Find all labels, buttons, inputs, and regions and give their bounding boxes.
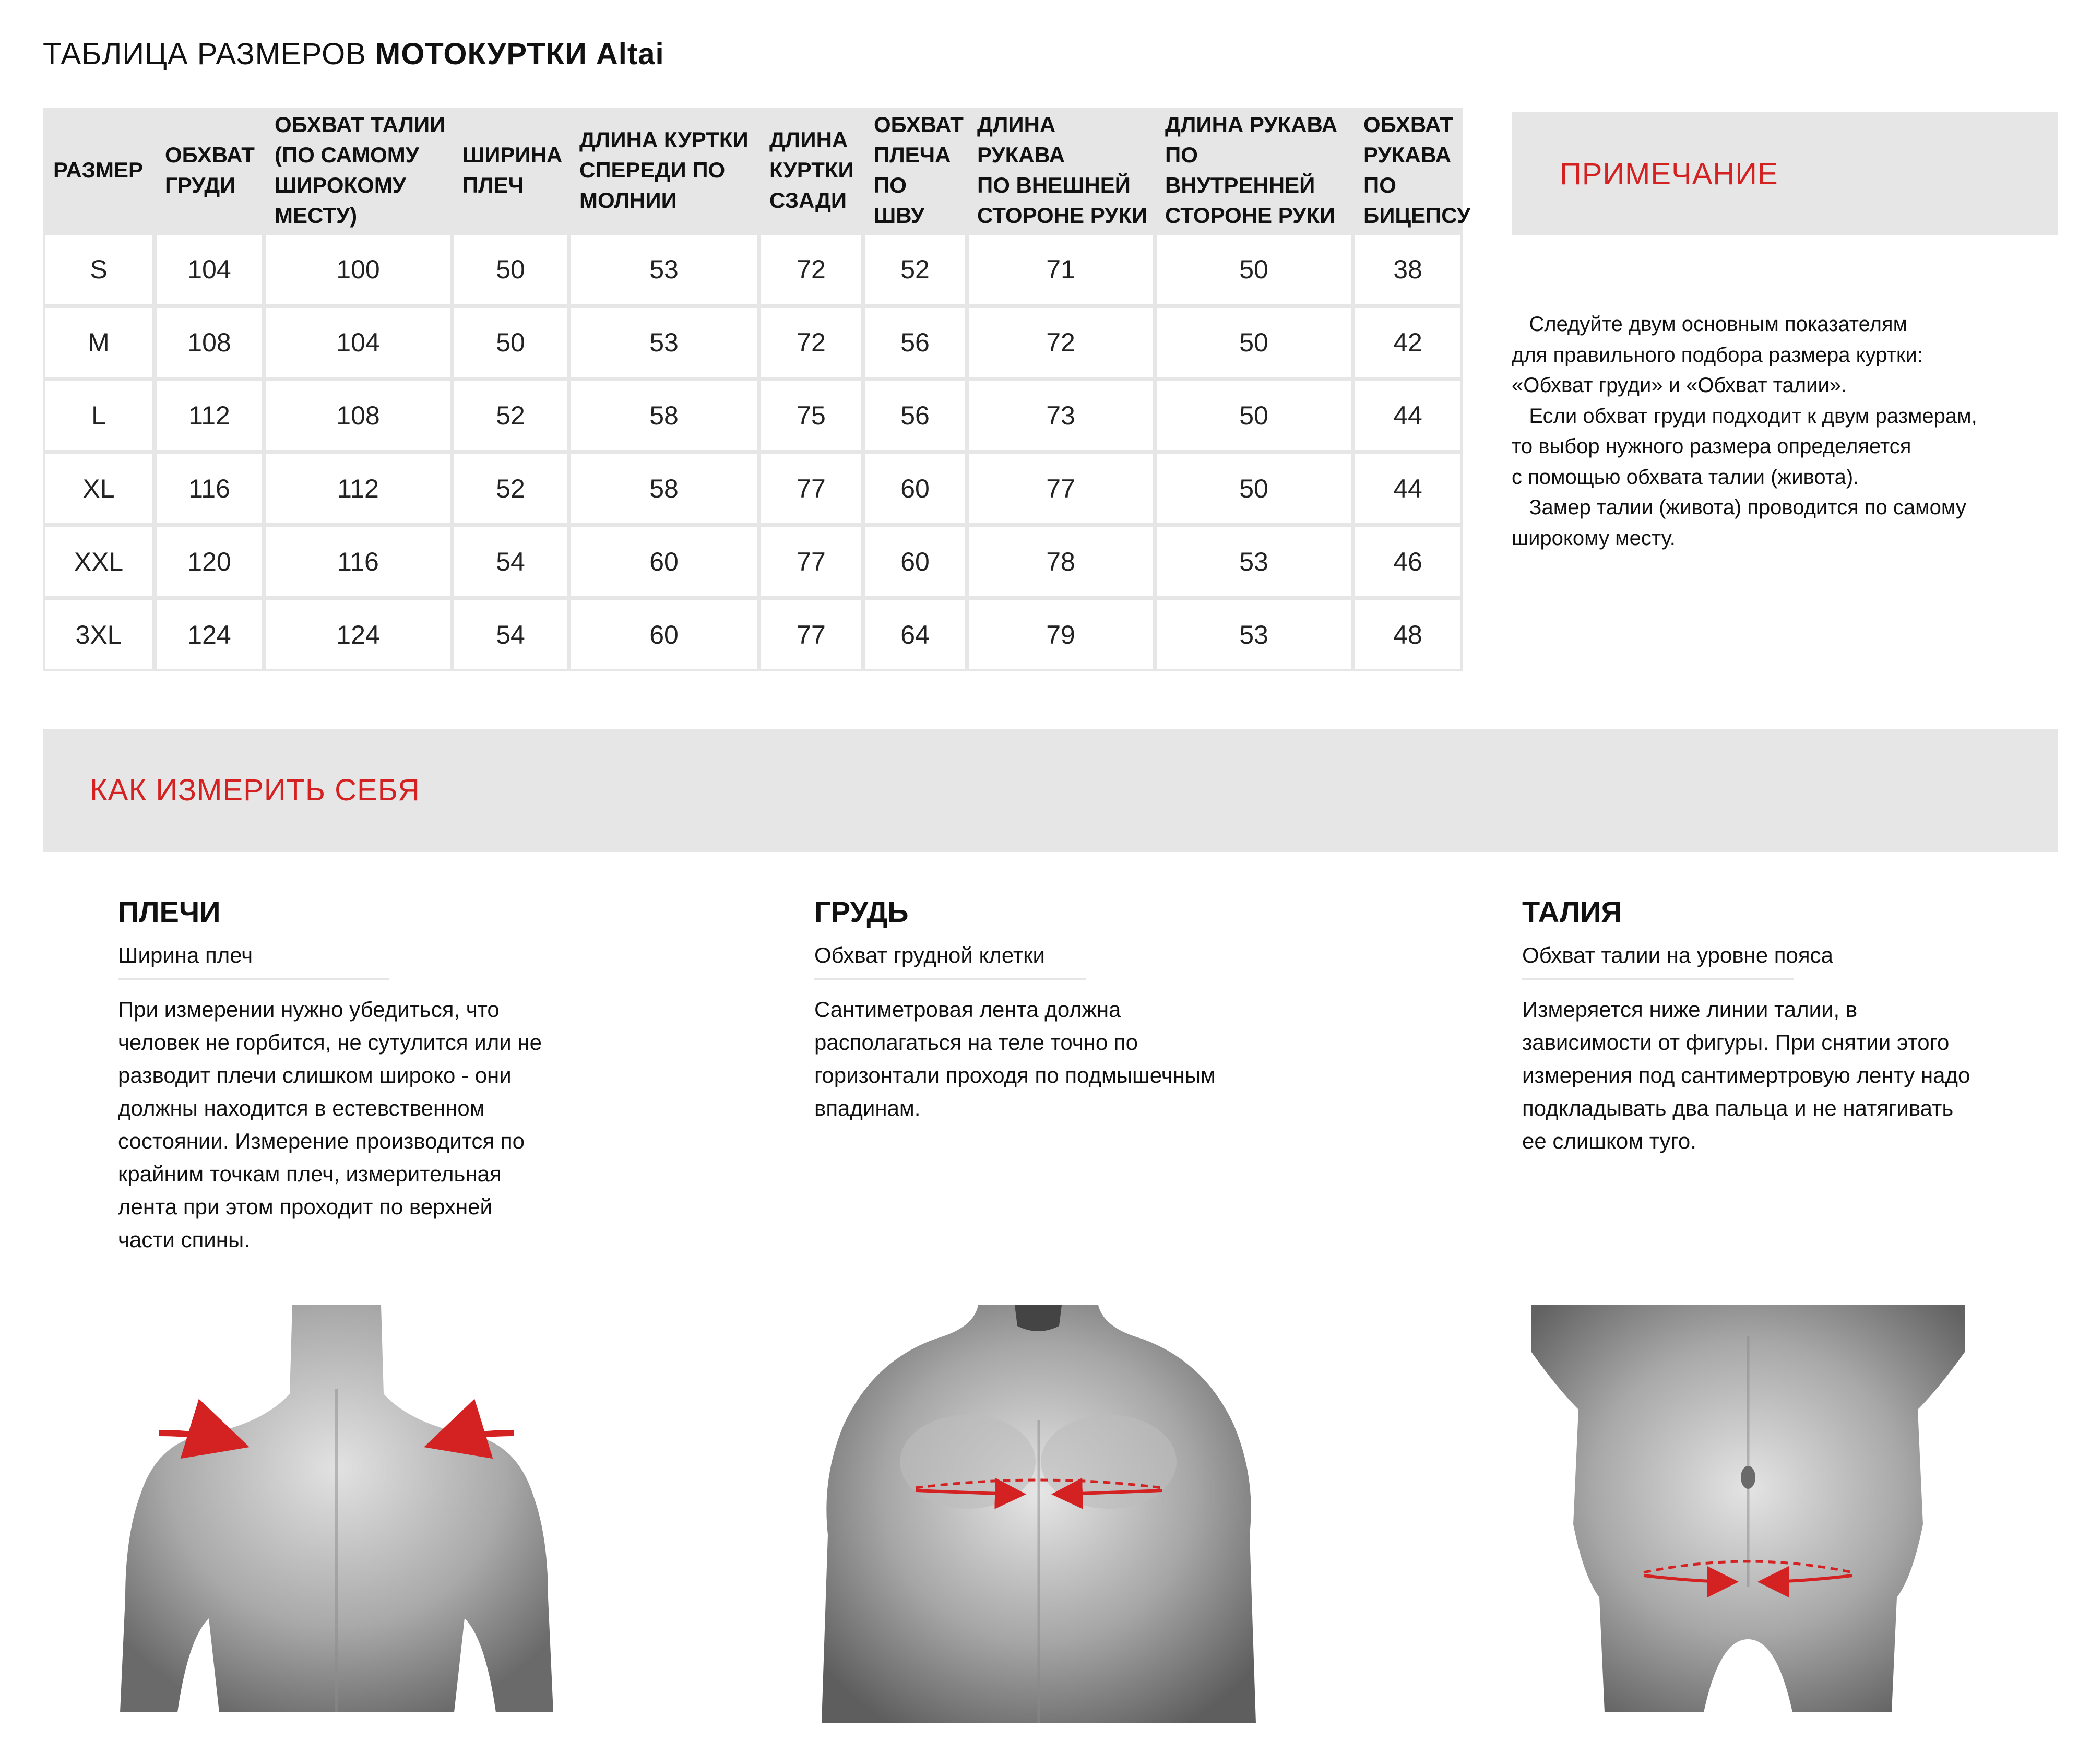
table-cell: 50 — [452, 233, 569, 306]
table-cell: XXL — [43, 525, 155, 598]
page-title-bold: МОТОКУРТКИ Altai — [375, 37, 664, 71]
table-cell: 120 — [155, 525, 264, 598]
table-cell: 46 — [1353, 525, 1463, 598]
section-divider — [1522, 978, 1794, 980]
section-divider — [118, 978, 389, 980]
table-cell: 60 — [863, 525, 967, 598]
table-cell: 77 — [967, 452, 1155, 525]
section-body: При измерении нужно убедиться, что человек не горбится, не сутулится или не разводит плечи слишком широко - они должны находится в естевственном состоянии. Измерение производится по крайним точкам плеч, измерительная лента при этом проходит по верхней части спины. — [118, 997, 542, 1252]
table-cell: 112 — [155, 379, 264, 452]
header-seam-girth: ОБХВАТ ПЛЕЧА ПО ШВУ — [863, 108, 967, 233]
note-line: Замер талии (живота) проводится по самому — [1512, 496, 1966, 519]
table-cell: 50 — [1155, 306, 1353, 379]
table-cell: 104 — [264, 306, 452, 379]
table-cell: 44 — [1353, 452, 1463, 525]
table-cell: 64 — [863, 598, 967, 671]
table-cell: 73 — [967, 379, 1155, 452]
section-divider — [814, 978, 1086, 980]
table-header-row — [43, 108, 1463, 233]
section-body: Измеряется ниже линии талии, в зависимости от фигуры. При снятии этого измерения под сантимертровую ленту надо подкладывать два пальца и не натягивать ее слишком туго. — [1522, 997, 1970, 1153]
section-body: Сантиметровая лента должна располагаться на теле точно по горизонтали проходя по подмышечным впадинам. — [814, 997, 1216, 1120]
table-cell: 75 — [759, 379, 863, 452]
table-cell: 71 — [967, 233, 1155, 306]
header-shoulder-width: ШИРИНА ПЛЕЧ — [452, 108, 569, 233]
table-cell: 124 — [264, 598, 452, 671]
note-line: то выбор нужного размера определяется — [1512, 435, 1911, 458]
table-cell: 42 — [1353, 306, 1463, 379]
section-subtitle: Обхват грудной клетки — [814, 943, 1045, 967]
note-title: ПРИМЕЧАНИЕ — [1560, 157, 1778, 191]
header-bicep: ОБХВАТ РУКАВА ПО БИЦЕПСУ — [1353, 108, 1463, 233]
table-cell: 108 — [264, 379, 452, 452]
header-chest: ОБХВАТ ГРУДИ — [155, 108, 264, 233]
table-cell: 116 — [155, 452, 264, 525]
table-cell: 108 — [155, 306, 264, 379]
page-title — [43, 37, 664, 72]
back-figure-image — [120, 1305, 553, 1712]
chest-figure-image — [822, 1305, 1256, 1723]
table-cell: 53 — [1155, 598, 1353, 671]
header-front-length: ДЛИНА КУРТКИ СПЕРЕДИ ПО МОЛНИИ — [569, 108, 759, 233]
measure-waist — [1522, 894, 1992, 1157]
section-title: ПЛЕЧИ — [118, 895, 221, 928]
waist-figure-image — [1531, 1305, 1965, 1712]
table-cell: 53 — [569, 306, 759, 379]
table-cell: S — [43, 233, 155, 306]
table-cell: 50 — [1155, 233, 1353, 306]
header-waist: ОБХВАТ ТАЛИИ (ПО САМОМУ ШИРОКОМУ МЕСТУ) — [264, 108, 452, 233]
header-inner-sleeve: ДЛИНА РУКАВА ПО ВНУТРЕННЕЙ СТОРОНЕ РУКИ — [1155, 108, 1353, 233]
table-cell: 44 — [1353, 379, 1463, 452]
table-cell: 54 — [452, 598, 569, 671]
table-cell: 48 — [1353, 598, 1463, 671]
measure-chest — [814, 894, 1284, 1124]
table-cell: 100 — [264, 233, 452, 306]
table-row — [43, 233, 1463, 306]
note-line: Если обхват груди подходит к двум размерам, — [1512, 404, 1977, 428]
note-body — [1512, 309, 2075, 553]
table-cell: 72 — [967, 306, 1155, 379]
table-cell: 53 — [1155, 525, 1353, 598]
table-cell: 60 — [863, 452, 967, 525]
measure-shoulders — [118, 894, 588, 1256]
table-row — [43, 379, 1463, 452]
table-cell: 50 — [452, 306, 569, 379]
howto-title: КАК ИЗМЕРИТЬ СЕБЯ — [90, 773, 420, 807]
table-cell: 52 — [452, 452, 569, 525]
table-cell: 50 — [1155, 379, 1353, 452]
table-row — [43, 452, 1463, 525]
table-row — [43, 525, 1463, 598]
header-back-length: ДЛИНА КУРТКИ СЗАДИ — [759, 108, 863, 233]
table-cell: 112 — [264, 452, 452, 525]
table-cell: L — [43, 379, 155, 452]
table-cell: 56 — [863, 306, 967, 379]
table-cell: 124 — [155, 598, 264, 671]
header-outer-sleeve: ДЛИНА РУКАВА ПО ВНЕШНЕЙ СТОРОНЕ РУКИ — [967, 108, 1155, 233]
table-cell: 78 — [967, 525, 1155, 598]
table-cell: 60 — [569, 525, 759, 598]
section-title: ГРУДЬ — [814, 895, 909, 928]
table-cell: 38 — [1353, 233, 1463, 306]
note-line: «Обхват груди» и «Обхват талии». — [1512, 374, 1847, 397]
table-cell: 116 — [264, 525, 452, 598]
table-cell: 53 — [569, 233, 759, 306]
table-cell: 3XL — [43, 598, 155, 671]
note-line: широкому месту. — [1512, 526, 1676, 550]
section-title: ТАЛИЯ — [1522, 895, 1622, 928]
table-cell: 79 — [967, 598, 1155, 671]
table-cell: 58 — [569, 452, 759, 525]
note-line: Следуйте двум основным показателям — [1512, 313, 1908, 336]
table-cell: 77 — [759, 598, 863, 671]
table-cell: 77 — [759, 525, 863, 598]
table-cell: M — [43, 306, 155, 379]
table-row — [43, 306, 1463, 379]
section-subtitle: Обхват талии на уровне пояса — [1522, 943, 1833, 967]
size-table — [43, 108, 1471, 671]
table-cell: 104 — [155, 233, 264, 306]
table-cell: 60 — [569, 598, 759, 671]
note-line: с помощью обхвата талии (живота). — [1512, 465, 1859, 489]
header-size: РАЗМЕР — [43, 108, 155, 233]
table-cell: 52 — [863, 233, 967, 306]
note-line: для правильного подбора размера куртки: — [1512, 343, 1923, 366]
table-row — [43, 598, 1463, 671]
table-cell: 58 — [569, 379, 759, 452]
table-cell: 77 — [759, 452, 863, 525]
table-cell: 72 — [759, 306, 863, 379]
table-cell: 72 — [759, 233, 863, 306]
table-cell: 54 — [452, 525, 569, 598]
section-subtitle: Ширина плеч — [118, 943, 253, 967]
table-cell: 56 — [863, 379, 967, 452]
table-cell: 52 — [452, 379, 569, 452]
table-cell: 50 — [1155, 452, 1353, 525]
table-cell: XL — [43, 452, 155, 525]
page-title-regular: ТАБЛИЦА РАЗМЕРОВ — [43, 37, 366, 71]
